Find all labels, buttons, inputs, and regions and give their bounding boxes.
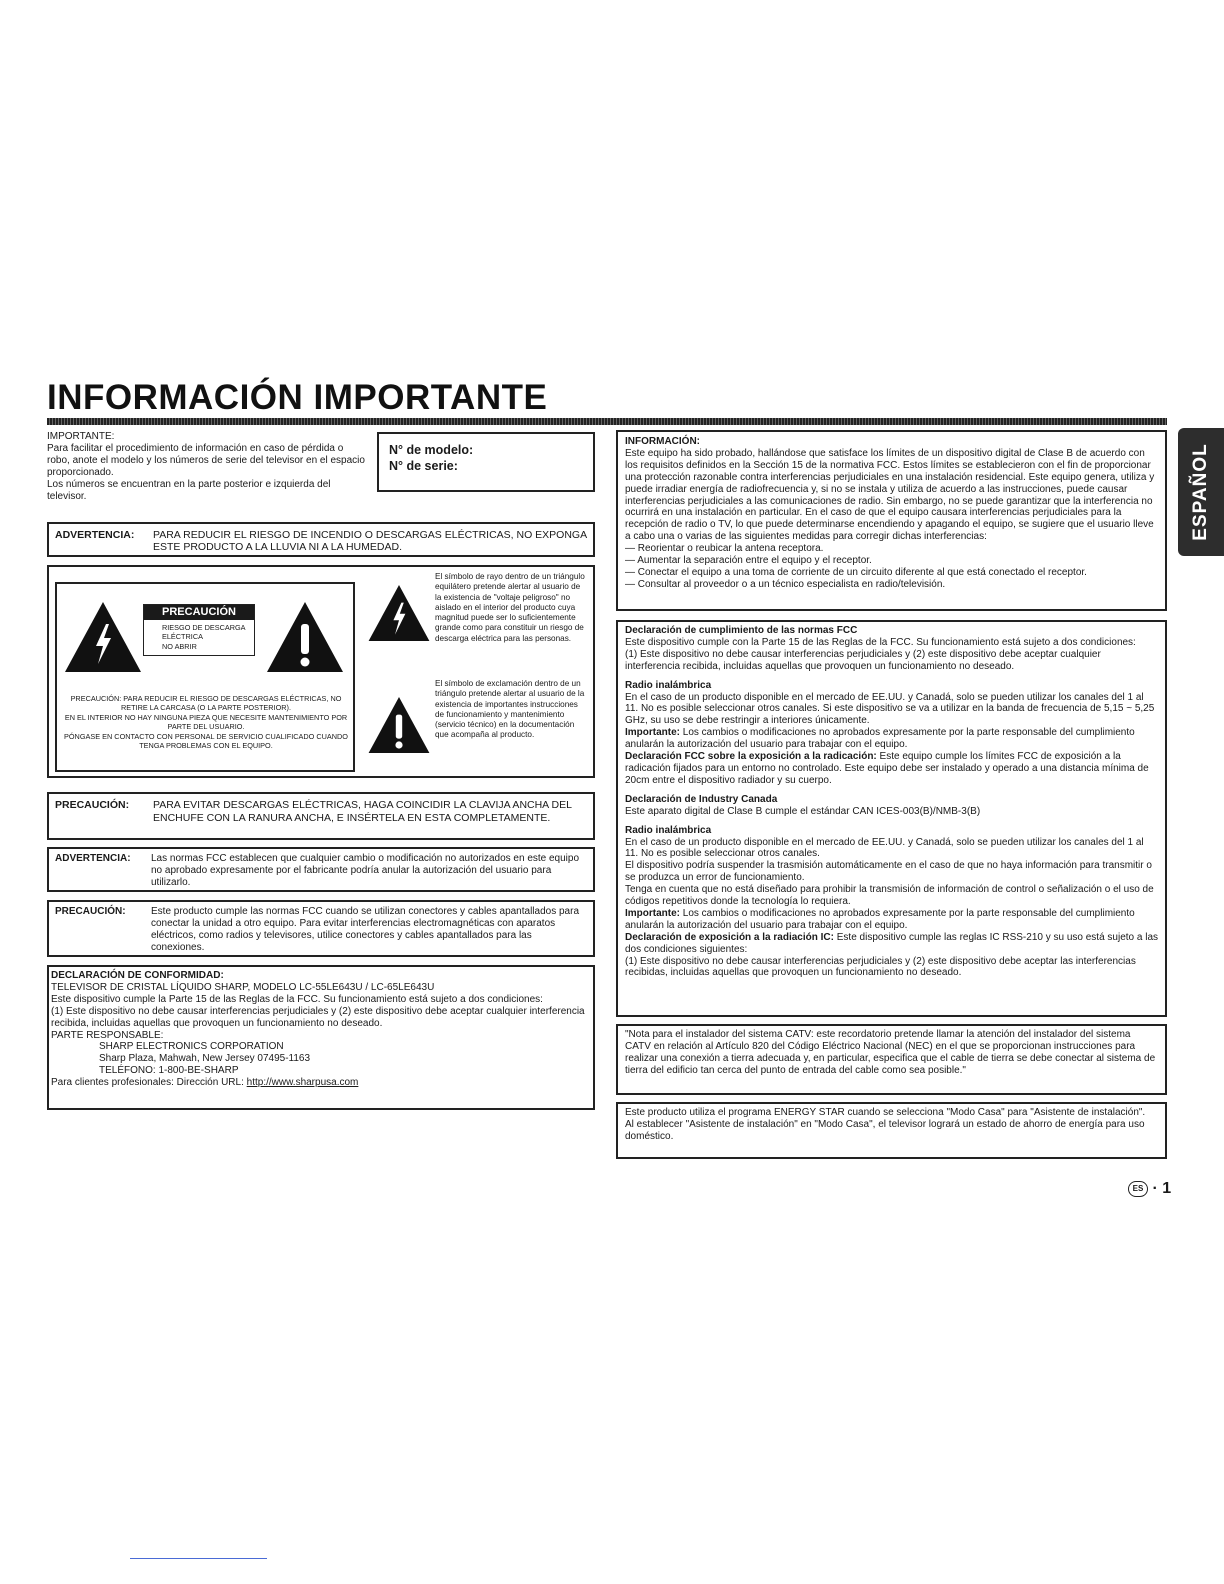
model-number-label: N° de modelo: xyxy=(389,443,474,457)
industry-canada-text: Este aparato digital de Clase B cumple el estándar CAN ICES-003(B)/NMB-3(B) xyxy=(625,805,981,817)
important-label: Importante: xyxy=(625,907,680,919)
page-title: INFORMACIÓN IMPORTANTE xyxy=(47,378,548,417)
wireless-text-2: En el caso de un producto disponible en el mercado de EE.UU. y Canadá, solo se pueden utilizar los canales del 1 al 11. No es posible seleccionar otros canales. El dispositivo podría suspender la trasmisión automáticamente en el caso de que no haya información para transmitir o se produzca un error de funcionamiento. Tenga en cuenta que no está diseñado para prohibir la transmisión de información de control o señalización o el uso de códigos repetitivos donde la tecnología lo requiera. xyxy=(625,836,1154,908)
information-text: Este equipo ha sido probado, hallándose que satisface los límites de un dispositivo digital de Clase B de acuerdo con los requisitos definidos en la Sección 15 de la normativa FCC. Estos límites se establecieron con el fin de proporcionar una protección razonable contra interferencias perjudiciales en una instalación residencial. Este equipo genera, utiliza y puede irradiar energía de radiofrecuencia y, si no se instala y utiliza de acuerdo a las instrucciones, puede causar interferencias perjudiciales a las comunicaciones de radio. Sin embargo, no se puede garantizar que la interferencia no ocurrirá en una instalación en particular. En el caso de que el equipo causara interferencias perjudiciales para la recepción de radio o TV, lo que puede determinarse encendiendo y apagando el equipo, se sugiere que el usuario lleve a cabo una o varias de las siguientes medidas para corregir dichas interferencias: xyxy=(625,447,1155,543)
caution-symbols-panel xyxy=(47,565,595,778)
fcc-compliance-heading: Declaración de cumplimiento de las normas FCC xyxy=(625,625,858,636)
catv-note-box xyxy=(616,1024,1167,1095)
lightning-warning-icon xyxy=(63,600,143,674)
warning-label: ADVERTENCIA: xyxy=(55,529,135,541)
wireless-important-2 xyxy=(625,908,1158,932)
fcc-exposure-label: Declaración FCC sobre la exposición a la radicación: xyxy=(625,751,877,763)
information-item: — Aumentar la separación entre el equipo y el receptor. xyxy=(625,555,872,567)
exclamation-warning-icon xyxy=(265,600,345,674)
importante-text: Para facilitar el procedimiento de información en caso de pérdida o robo, anote el modelo y los números de serie del televisor en el espacio proporcionado. Los números se encuentran en la parte posterior e izquierda del televisor. xyxy=(47,442,365,502)
caution-box-plug xyxy=(47,792,595,840)
responsible-party-address: Sharp Plaza, Mahwah, New Jersey 07495-1163 xyxy=(99,1053,311,1065)
catv-note-text: "Nota para el instalador del sistema CATV: este recordatorio pretende llamar la atención del instalador del sistema CATV en relación al Artículo 820 del Código Eléctrico Nacional (NEC) en el que se proporcionan instrucciones para realizar una conexión a tierra adecuada y, en particular, especifica que el cable de tierra se debe conectar al sistema de tierra del edificio tan cerca del punto de entrada del cable como sea posible." xyxy=(625,1029,1156,1076)
caution-box-cables xyxy=(47,900,595,957)
caution-label-sub: RIESGO DE DESCARGA ELÉCTRICA NO ABRIR xyxy=(162,623,246,651)
language-tab-label: ESPAÑOL xyxy=(1190,443,1211,541)
ic-exposure-text: Este dispositivo cumple las reglas IC RSS-210 y su uso está sujeto a las dos condiciones siguientes: (1) Este dispositivo no debe causar interferencias perjudiciales y (2) este dispositivo debe aceptar las interferencias recibidas, incluidas aquellas que provoquen un funcionamiento no deseado. xyxy=(625,931,1159,979)
importante-block xyxy=(47,431,367,502)
information-item: — Consultar al proveedor o a un técnico especialista en radio/televisión. xyxy=(625,578,946,590)
caution-label: PRECAUCIÓN: xyxy=(55,799,130,811)
energy-star-box xyxy=(616,1102,1167,1159)
language-badge: ES xyxy=(1128,1181,1148,1197)
fcc-exposure xyxy=(625,751,1158,787)
language-tab xyxy=(1178,428,1224,556)
wireless-important xyxy=(625,727,1158,751)
serial-number-label: N° de serie: xyxy=(389,459,458,473)
ic-exposure xyxy=(625,932,1158,980)
caution-label: PRECAUCIÓN: xyxy=(55,906,126,917)
wireless-heading-2: Radio inalámbrica xyxy=(625,824,712,836)
responsible-party-label: PARTE RESPONSABLE: xyxy=(51,1029,164,1041)
fcc-compliance-text: Este dispositivo cumple con la Parte 15 de las Reglas de la FCC. Su funcionamiento está sujeto a dos condiciones: (1) Este dispositivo no debe causar interferencias perjudiciales y (2) este dispositivo debe aceptar cualquier interferencia recibida, incluidas aquellas que provoquen un funcionamiento no deseado. xyxy=(625,636,1136,672)
lightning-description: El símbolo de rayo dentro de un triángulo equilátero pretende alertar al usuario de la existencia de "voltaje peligroso" no aislado en el interior del producto cuya magnitud puede ser lo suficientemente grande como para constituir un riesgo de descarga eléctrica para las personas. xyxy=(435,572,585,643)
conformity-line1: TELEVISOR DE CRISTAL LÍQUIDO SHARP, MODELO LC-55LE643U / LC-65LE643U xyxy=(51,981,435,993)
responsible-party-name: SHARP ELECTRONICS CORPORATION xyxy=(99,1041,284,1053)
wireless-heading: Radio inalámbrica xyxy=(625,679,712,691)
caution-label xyxy=(143,604,255,656)
importante-heading: IMPORTANTE: xyxy=(47,431,115,442)
information-item: — Reorientar o reubicar la antena receptora. xyxy=(625,543,824,555)
title-rule xyxy=(47,418,1167,425)
important-text: Los cambios o modificaciones no aprobados expresamente por la parte responsable del cumplimiento anularán la autorización del usuario para trabajar con el equipo. xyxy=(625,907,1135,931)
conformity-heading: DECLARACIÓN DE CONFORMIDAD: xyxy=(51,970,224,981)
warning-box-rain xyxy=(47,522,595,557)
wireless-text: En el caso de un producto disponible en el mercado de EE.UU. y Canadá, solo se pueden utilizar los canales del 1 al 11. No es posible seleccionar otros canales. Si este dispositivo se va a utilizar en la banda de frecuencia de 5,15 ~ 5,25 GHz, su uso se debe restringir a interiores únicamente. xyxy=(625,691,1155,727)
conformity-declaration-box xyxy=(47,965,595,1110)
ic-exposure-label: Declaración de exposición a la radiación IC: xyxy=(625,931,834,943)
energy-star-text: Este producto utiliza el programa ENERGY STAR cuando se selecciona "Modo Casa" para "Asistente de instalación". Al establecer "Asistente de instalación" en "Modo Casa", el televisor logrará un estado de ahorro de energía para uso doméstico. xyxy=(625,1107,1146,1142)
sharp-url-link[interactable]: http://www.sharpusa.com xyxy=(246,1077,359,1089)
fcc-exposure-text: Este equipo cumple los límites FCC de exposición a la radicación fijados para un entorno no controlado. Este equipo debe ser instalado y operado a una distancia mínima de 20cm entre el dispositivo radiador y su cuerpo. xyxy=(625,751,1149,786)
warning-text: PARA REDUCIR EL RIESGO DE INCENDIO O DESCARGAS ELÉCTRICAS, NO EXPONGA ESTE PRODUCTO A LA LLUVIA NI A LA HUMEDAD. xyxy=(153,529,587,553)
warning-text: Las normas FCC establecen que cualquier cambio o modificación no autorizados en este equipo no aprobado expresamente por el fabricante podría anular la autorización del usuario para utilizarlo. xyxy=(151,853,580,888)
conformity-line2: Este dispositivo cumple la Parte 15 de las Reglas de la FCC. Su funcionamiento está sujeto a dos condiciones: xyxy=(51,993,543,1005)
responsible-party-phone: TELÉFONO: 1-800-BE-SHARP xyxy=(99,1065,239,1077)
professional-url-line xyxy=(51,1077,591,1089)
exclamation-symbol-icon xyxy=(367,695,431,755)
information-box xyxy=(616,430,1167,611)
caution-label-text: PRECAUCIÓN: PARA REDUCIR EL RIESGO DE DESCARGAS ELÉCTRICAS, NO RETIRE LA CARCASA (O LA PARTE POSTERIOR). EN EL INTERIOR NO HAY NINGUNA PIEZA QUE NECESITE MANTENIMIENTO POR PARTE DEL USUARIO. PÓNGASE EN CONTACTO CON PERSONAL DE SERVICIO CUALIFICADO CUANDO TENGA PROBLEMAS CON EL EQUIPO. xyxy=(64,694,348,751)
model-serial-box xyxy=(377,432,595,492)
footer-line xyxy=(130,1558,267,1559)
important-label: Importante: xyxy=(625,727,680,739)
lightning-symbol-icon xyxy=(367,583,431,643)
page-number-value: 1 xyxy=(1162,1180,1172,1197)
caution-label-frame xyxy=(55,582,355,772)
page-number: ES · 1 xyxy=(1128,1180,1171,1198)
caution-text: Este producto cumple las normas FCC cuando se utilizan conectores y cables apantallados para conectar la unidad a otro equipo. Para evitar interferencias electromagnéticas con aparatos eléctricos, como radios y televisores, utilice conectores y cables apantallados para las conexiones. xyxy=(151,906,580,953)
url-prefix: Para clientes profesionales: Dirección URL: xyxy=(51,1077,247,1089)
exclamation-description: El símbolo de exclamación dentro de un triángulo pretende alertar al usuario de la existencia de importantes instrucciones de funcionamiento y mantenimiento (servicio técnico) en la documentación que acompaña al producto. xyxy=(435,679,585,740)
information-item: — Conectar el equipo a una toma de corriente de un circuito diferente al que está conectado el receptor. xyxy=(625,566,1087,578)
information-heading: INFORMACIÓN: xyxy=(625,436,700,447)
fcc-declarations-box xyxy=(616,620,1167,1017)
caution-text: PARA EVITAR DESCARGAS ELÉCTRICAS, HAGA COINCIDIR LA CLAVIJA ANCHA DEL ENCHUFE CON LA RANURA ANCHA, E INSÉRTELA EN ESTA COMPLETAMENTE. xyxy=(153,799,572,824)
warning-box-fcc xyxy=(47,847,595,892)
important-text: Los cambios o modificaciones no aprobados expresamente por la parte responsable del cumplimiento anularán la autorización del usuario para trabajar con el equipo. xyxy=(625,727,1135,751)
warning-label: ADVERTENCIA: xyxy=(55,853,131,864)
caution-label-title: PRECAUCIÓN xyxy=(144,605,254,620)
conformity-line3: (1) Este dispositivo no debe causar interferencias perjudiciales y (2) este dispositivo debe aceptar cualquier interferencia recibida, incluidas aquellas que provoquen un funcionamiento no deseado. xyxy=(51,1005,585,1029)
industry-canada-heading: Declaración de Industry Canada xyxy=(625,793,778,805)
